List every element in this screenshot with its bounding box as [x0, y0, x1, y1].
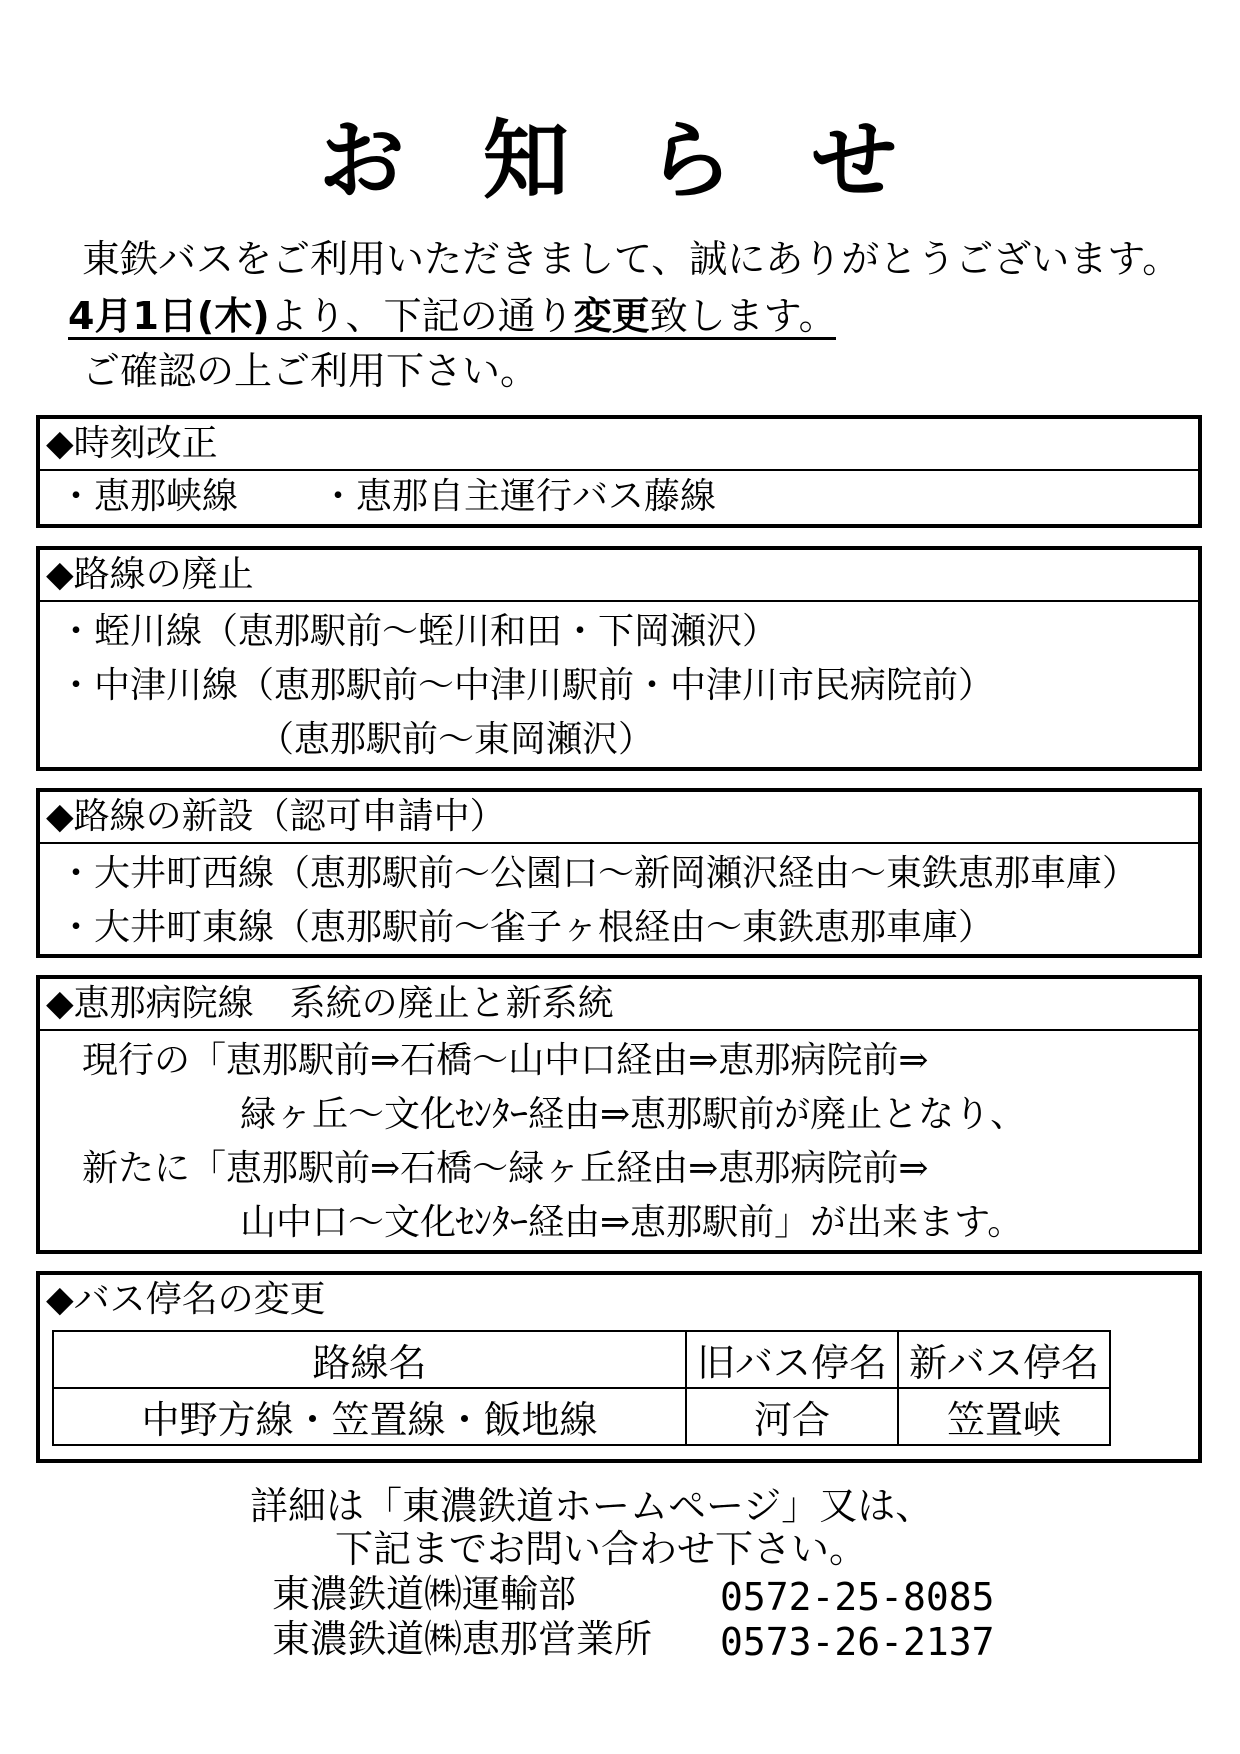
abolish-line: （恵那駅前〜東岡瀬沢） — [258, 719, 655, 760]
page-title: お 知 ら せ — [318, 110, 922, 211]
change-text: より、下記の通り — [269, 294, 574, 338]
section-abolish — [36, 546, 1202, 771]
abolish-line: ・蛭川線（恵那駅前〜蛭川和田・下岡瀬沢） — [58, 611, 779, 652]
table-cell: 河合 — [686, 1388, 898, 1445]
footer-inquiry: 下記までお問い合わせ下さい。 — [335, 1527, 868, 1571]
table-cell: 中野方線・笠置線・飯地線 — [53, 1388, 686, 1445]
table-row — [53, 1388, 1110, 1445]
section-new-routes — [36, 788, 1202, 958]
new-route-line: ・大井町西線（恵那駅前〜公園口〜新岡瀬沢経由〜東鉄恵那車庫） — [58, 853, 1139, 894]
table-header: 路線名 — [53, 1331, 686, 1388]
timetable-item: ・恵那自主運行バス藤線 — [320, 476, 717, 517]
contact-phone: 0572-25-8085 — [720, 1575, 995, 1619]
stop-rename-table — [52, 1330, 1111, 1446]
hospital-line: 新たに「恵那駅前⇒石橋〜緑ヶ丘経由⇒恵那病院前⇒ — [82, 1148, 929, 1189]
hospital-line: 現行の「恵那駅前⇒石橋〜山中口経由⇒恵那病院前⇒ — [82, 1040, 929, 1081]
contact-phone: 0573-26-2137 — [720, 1620, 995, 1664]
contact-name: 東濃鉄道㈱恵那営業所 — [272, 1617, 653, 1661]
table-header: 新バス停名 — [898, 1331, 1110, 1388]
section-heading: ◆恵那病院線 系統の廃止と新系統 — [40, 979, 1198, 1031]
change-bold: 変更 — [573, 294, 650, 338]
footer-details: 詳細は「東濃鉄道ホームページ」又は、 — [250, 1484, 934, 1528]
abolish-line: ・中津川線（恵那駅前〜中津川駅前・中津川市民病院前） — [58, 665, 995, 706]
new-route-line: ・大井町東線（恵那駅前〜雀子ヶ根経由〜東鉄恵那車庫） — [58, 907, 995, 948]
change-date: 4月1日(木) — [68, 294, 270, 338]
contact-name: 東濃鉄道㈱運輸部 — [272, 1572, 577, 1616]
change-text-end: 致します。 — [649, 294, 837, 338]
section-stop-rename — [36, 1271, 1202, 1463]
section-hospital-line — [36, 975, 1202, 1254]
intro-thanks: 東鉄バスをご利用いただきまして、誠にありがとうございます。 — [82, 237, 1181, 281]
timetable-item: ・恵那峡線 — [58, 476, 239, 517]
table-header: 旧バス停名 — [686, 1331, 898, 1388]
table-header-row — [53, 1331, 1110, 1388]
hospital-line: 緑ヶ丘〜文化ｾﾝﾀｰ経由⇒恵那駅前が廃止となり、 — [240, 1094, 1027, 1135]
section-heading: ◆路線の廃止 — [40, 550, 1198, 602]
section-timetable — [36, 415, 1202, 528]
hospital-line: 山中口〜文化ｾﾝﾀｰ経由⇒恵那駅前」が出来ます。 — [240, 1202, 1024, 1243]
table-cell: 笠置峡 — [898, 1388, 1110, 1445]
intro-confirm: ご確認の上ご利用下さい。 — [82, 349, 539, 393]
section-heading: ◆時刻改正 — [40, 419, 1198, 471]
intro-change-notice — [68, 294, 837, 340]
section-heading: ◆バス停名の変更 — [46, 1279, 326, 1320]
section-heading: ◆路線の新設（認可申請中） — [40, 792, 1198, 844]
